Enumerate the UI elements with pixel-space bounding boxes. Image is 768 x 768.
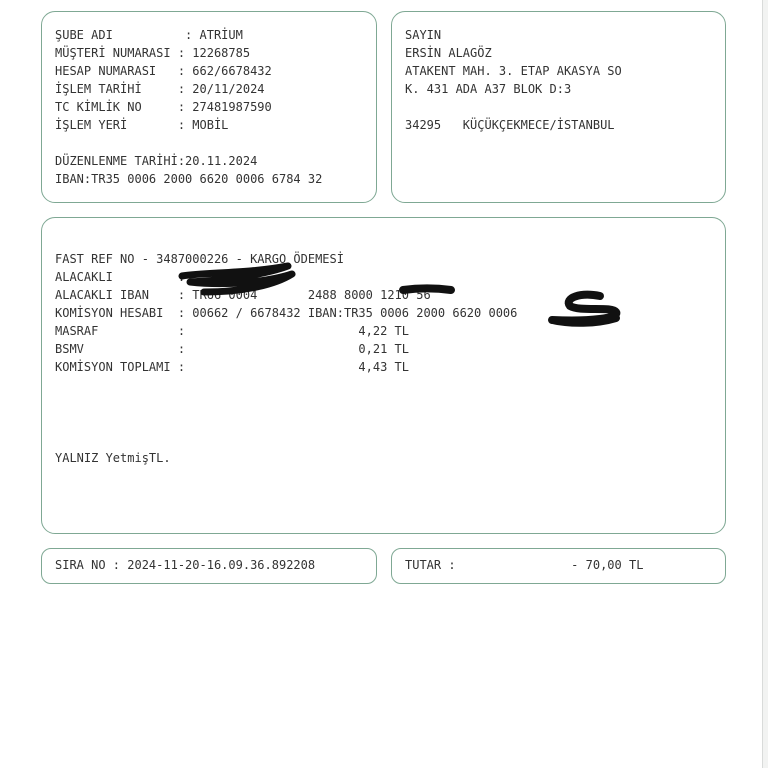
redaction-scribble-commission [540,288,626,330]
address-line-2: K. 431 ADA A37 BLOK D:3 [405,82,572,96]
amount-in-words: YALNIZ YetmişTL. [55,451,171,465]
bsmv-line: BSMV : 0,21 TL [55,342,410,356]
customer-name-line: ERSİN ALAGÖZ [405,46,492,60]
id-number-line: TC KİMLİK NO : 27481987590 [55,100,272,114]
address-line-1: ATAKENT MAH. 3. ETAP AKASYA SO [405,64,622,78]
transaction-place-line: İŞLEM YERİ : MOBİL [55,118,229,132]
address-box [391,11,726,203]
branch-name-line: ŞUBE ADI : ATRİUM [55,28,243,42]
fee-line: MASRAF : 4,22 TL [55,324,410,338]
payee-line: ALACAKLI : [55,270,186,284]
iban-line: IBAN:TR35 0006 2000 6620 0006 6784 32 [55,172,323,186]
total-amount: TUTAR : - 70,00 TL [405,558,644,572]
postal-city-line: 34295 KÜÇÜKÇEKMECE/İSTANBUL [405,118,615,132]
commission-account-line: KOMİSYON HESABI : 00662 / 6678432 IBAN:TR35 0006 2000 6620 0006 [55,306,518,320]
fast-ref-line: FAST REF NO - 3487000226 - KARGO ÖDEMESİ [55,252,344,266]
salutation-line: SAYIN [405,28,442,42]
sequence-number: SIRA NO : 2024-11-20-16.09.36.892208 [55,558,316,572]
commission-total-line: KOMİSYON TOPLAMI : 4,43 TL [55,360,410,374]
customer-number-line: MÜŞTERİ NUMARASI : 12268785 [55,46,251,60]
issue-date-line: DÜZENLENME TARİHİ:20.11.2024 [55,154,258,168]
redaction-scribble-payee [176,258,300,300]
redaction-scribble-iban [398,280,458,300]
account-number-line: HESAP NUMARASI : 662/6678432 [55,64,272,78]
transaction-date-line: İŞLEM TARİHİ : 20/11/2024 [55,82,265,96]
payee-iban-line: ALACAKLI IBAN : TR66 0004 2488 8000 1210 56 [55,288,431,302]
